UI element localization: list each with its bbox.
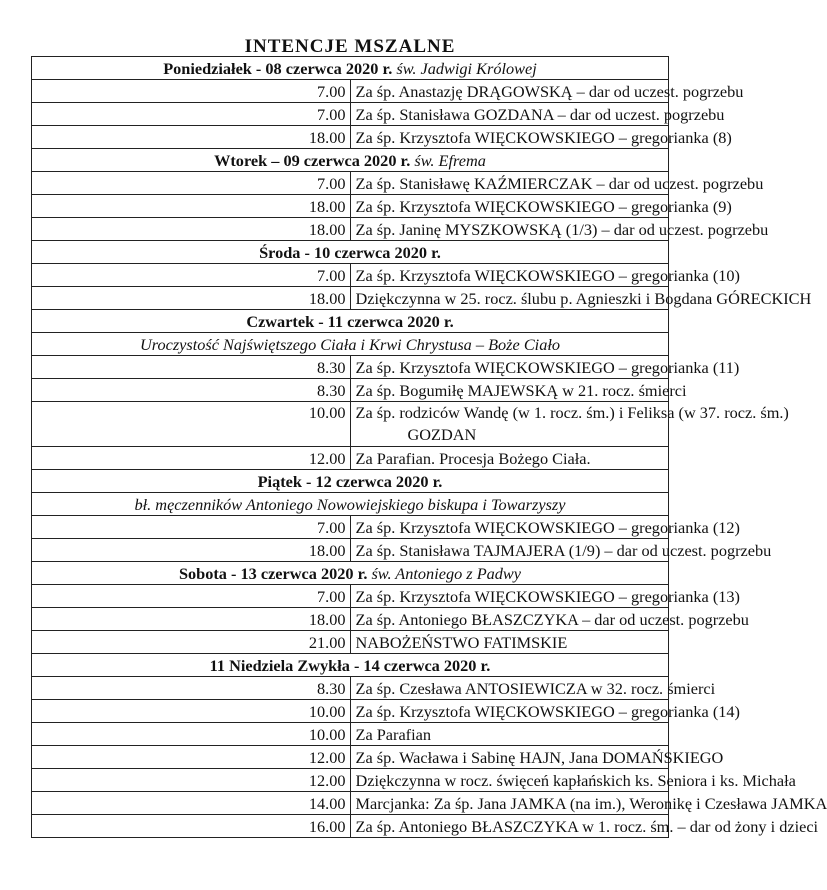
day-date: Wtorek – 09 czerwca 2020 r. — [214, 150, 411, 170]
intention-line: Za Parafian. Procesja Bożego Ciała. — [355, 448, 591, 468]
intention-row — [32, 585, 669, 608]
day-header — [32, 241, 669, 264]
mass-time: 8.30 — [32, 677, 351, 700]
intention-row — [32, 287, 669, 310]
day-header-row — [32, 310, 669, 333]
mass-time: 8.30 — [32, 356, 351, 379]
mass-time: 12.00 — [32, 769, 351, 792]
day-header — [32, 470, 669, 493]
day-header-row — [32, 562, 669, 585]
mass-time: 12.00 — [32, 447, 351, 470]
day-header — [32, 149, 669, 172]
intention-line: Za śp. Anastazję DRĄGOWSKĄ – dar od uczest. pogrzebu — [355, 81, 744, 101]
intention-text — [350, 218, 769, 241]
intention-row — [32, 172, 669, 195]
intention-text — [350, 585, 740, 608]
intention-row — [32, 815, 669, 838]
day-saint: św. Antoniego z Padwy — [371, 563, 522, 583]
intention-line: Za śp. Stanisławę KAŹMIERCZAK – dar od uczest. pogrzebu — [355, 173, 764, 193]
intention-line: Za śp. Stanisława GOZDANA – dar od uczest. pogrzebu — [355, 104, 725, 124]
intention-line: Za śp. Wacława i Sabinę HAJN, Jana DOMAŃSKIEGO — [355, 747, 724, 767]
intention-line: Za śp. Krzysztofa WIĘCKOWSKIEGO – gregorianka (14) — [355, 701, 740, 721]
feast-row — [32, 493, 669, 516]
mass-time: 10.00 — [32, 723, 351, 746]
intention-text — [350, 447, 669, 470]
intention-line: Za śp. Krzysztofa WIĘCKOWSKIEGO – gregorianka (12) — [355, 517, 740, 537]
day-header-row — [32, 149, 669, 172]
intention-row — [32, 677, 669, 700]
intention-line: Za śp. Antoniego BŁASZCZYKA w 1. rocz. śm. – dar od żony i dzieci — [355, 816, 819, 836]
intention-text — [350, 539, 772, 562]
mass-time: 12.00 — [32, 746, 351, 769]
intention-row — [32, 80, 669, 103]
day-date: Piątek - 12 czerwca 2020 r. — [257, 471, 443, 491]
intention-text — [350, 677, 716, 700]
day-date: Środa - 10 czerwca 2020 r. — [259, 242, 441, 262]
intention-row — [32, 356, 669, 379]
intention-line: Za śp. Czesława ANTOSIEWICZA w 32. rocz. śmierci — [355, 678, 716, 698]
day-header-row — [32, 654, 669, 677]
intention-text — [350, 264, 740, 287]
mass-time: 21.00 — [32, 631, 351, 654]
intention-line: NABOŻEŃSTWO FATIMSKIE — [355, 632, 568, 652]
intention-row — [32, 402, 669, 447]
mass-time: 7.00 — [32, 264, 351, 287]
day-saint: św. Jadwigi Królowej — [396, 58, 537, 78]
intention-row — [32, 126, 669, 149]
mass-time: 10.00 — [32, 700, 351, 723]
intention-row — [32, 746, 669, 769]
intention-text — [350, 631, 669, 654]
intention-line: Za śp. Krzysztofa WIĘCKOWSKIEGO – gregorianka (8) — [355, 127, 732, 147]
day-date: Sobota - 13 czerwca 2020 r. — [178, 563, 368, 583]
intention-line: Za śp. Antoniego BŁASZCZYKA – dar od uczest. pogrzebu — [355, 609, 749, 629]
intention-line: Dziękczynna w 25. rocz. ślubu p. Agnieszki i Bogdana GÓRECKICH — [355, 288, 812, 308]
mass-time: 8.30 — [32, 379, 351, 402]
feast-row — [32, 333, 669, 356]
mass-time: 7.00 — [32, 80, 351, 103]
mass-time: 14.00 — [32, 792, 351, 815]
intention-text — [350, 792, 827, 815]
mass-time: 10.00 — [32, 402, 351, 447]
mass-time: 18.00 — [32, 195, 351, 218]
intention-row — [32, 103, 669, 126]
day-header — [32, 310, 669, 333]
intention-text — [350, 746, 724, 769]
intention-line: Za śp. Krzysztofa WIĘCKOWSKIEGO – gregorianka (11) — [355, 357, 740, 377]
intention-text — [350, 80, 744, 103]
mass-intentions-table — [31, 56, 827, 838]
intention-text — [350, 769, 796, 792]
intention-line-continued: GOZDAN — [407, 425, 477, 444]
intention-row — [32, 769, 669, 792]
day-header-row — [32, 57, 669, 80]
day-date: Poniedziałek - 08 czerwca 2020 r. — [163, 58, 393, 78]
day-header — [32, 654, 669, 677]
mass-time: 18.00 — [32, 126, 351, 149]
intention-text — [350, 126, 732, 149]
intention-text — [350, 103, 725, 126]
intention-text — [350, 402, 789, 447]
intention-line: Dziękczynna w rocz. święceń kapłańskich ks. Seniora i ks. Michała — [355, 770, 796, 790]
intention-row — [32, 608, 669, 631]
day-header — [32, 57, 669, 80]
intention-row — [32, 700, 669, 723]
feast-name: bł. męczenników Antoniego Nowowiejskiego biskupa i Towarzyszy — [32, 493, 669, 516]
intention-line: Za Parafian — [355, 724, 431, 744]
mass-time: 18.00 — [32, 218, 351, 241]
day-saint: św. Efrema — [414, 150, 486, 170]
mass-time: 7.00 — [32, 585, 351, 608]
intention-row — [32, 264, 669, 287]
intention-text — [350, 287, 812, 310]
intention-row — [32, 539, 669, 562]
intention-row — [32, 379, 669, 402]
intention-line: Za śp. Stanisława TAJMAJERA (1/9) – dar od uczest. pogrzebu — [355, 540, 772, 560]
intention-line: Za śp. Bogumiłę MAJEWSKĄ w 21. rocz. śmierci — [355, 380, 687, 400]
intention-text — [350, 608, 749, 631]
intention-row — [32, 723, 669, 746]
intention-text — [350, 172, 764, 195]
intention-text — [350, 379, 687, 402]
intention-text — [350, 700, 740, 723]
intention-row — [32, 218, 669, 241]
page-title: INTENCJE MSZALNE — [244, 36, 456, 57]
intention-text — [350, 516, 740, 539]
mass-time: 16.00 — [32, 815, 351, 838]
feast-name: Uroczystość Najświętszego Ciała i Krwi Chrystusa – Boże Ciało — [32, 333, 669, 356]
intention-line: Za śp. rodziców Wandę (w 1. rocz. śm.) i Feliksa (w 37. rocz. śm.) — [355, 403, 789, 422]
mass-time: 18.00 — [32, 608, 351, 631]
intention-line: Marcjanka: Za śp. Jana JAMKA (na im.), Weronikę i Czesława JAMKA — [355, 793, 827, 813]
mass-time: 7.00 — [32, 103, 351, 126]
day-header-row — [32, 470, 669, 493]
intention-line: Za śp. Janinę MYSZKOWSKĄ (1/3) – dar od uczest. pogrzebu — [355, 219, 769, 239]
intention-text — [350, 815, 819, 838]
day-header-row — [32, 241, 669, 264]
intention-text — [350, 356, 740, 379]
day-header — [32, 562, 669, 585]
intention-line: Za śp. Krzysztofa WIĘCKOWSKIEGO – gregorianka (13) — [355, 586, 740, 606]
intention-row — [32, 792, 669, 815]
intention-row — [32, 447, 669, 470]
intention-row — [32, 195, 669, 218]
intention-row — [32, 631, 669, 654]
mass-time: 18.00 — [32, 287, 351, 310]
mass-time: 7.00 — [32, 172, 351, 195]
mass-time: 18.00 — [32, 539, 351, 562]
day-date: Czwartek - 11 czerwca 2020 r. — [246, 311, 454, 331]
intention-line: Za śp. Krzysztofa WIĘCKOWSKIEGO – gregorianka (10) — [355, 265, 740, 285]
intention-text — [350, 195, 732, 218]
intention-line: Za śp. Krzysztofa WIĘCKOWSKIEGO – gregorianka (9) — [355, 196, 732, 216]
intention-text — [350, 723, 669, 746]
day-date: 11 Niedziela Zwykła - 14 czerwca 2020 r. — [209, 655, 491, 675]
intention-row — [32, 516, 669, 539]
mass-time: 7.00 — [32, 516, 351, 539]
